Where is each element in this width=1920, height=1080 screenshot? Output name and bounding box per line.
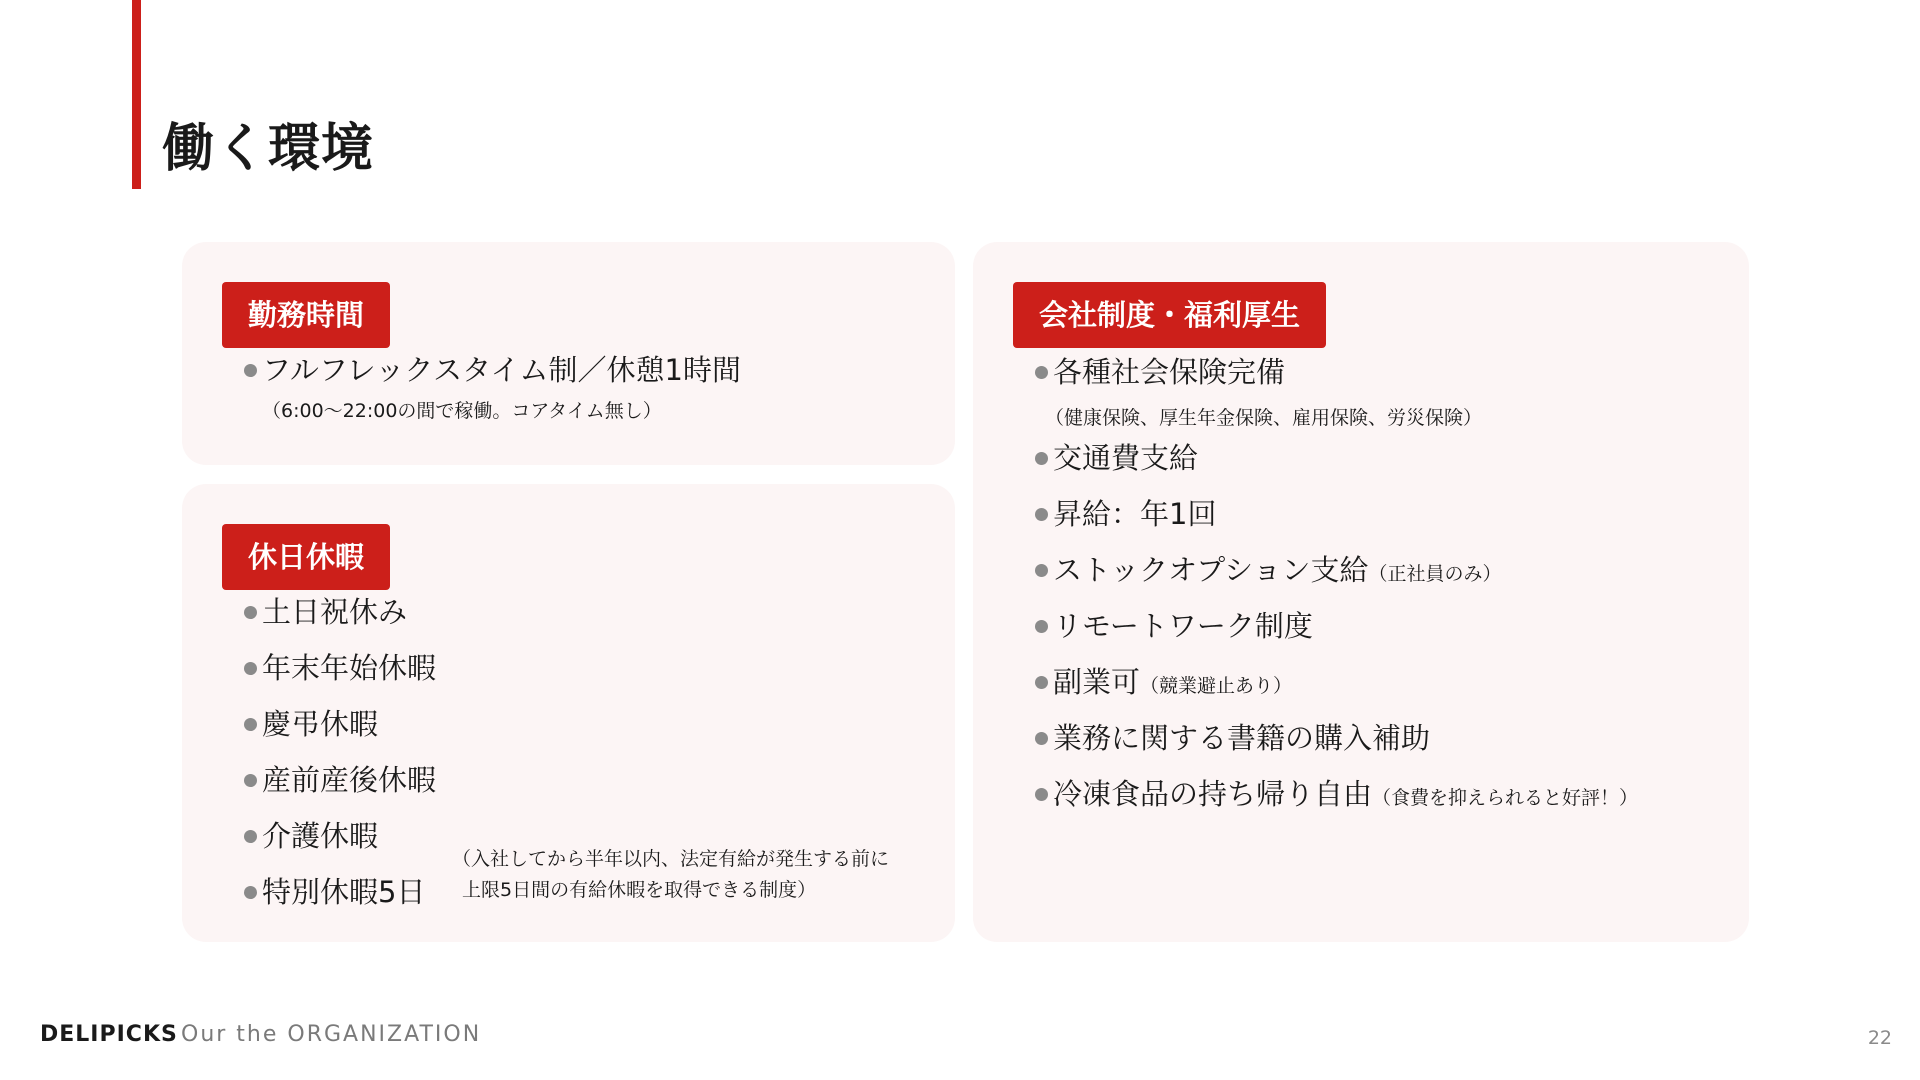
list-item-text: 特別休暇5日 <box>262 875 426 909</box>
list-item <box>1035 608 1313 644</box>
list-item-text: 各種社会保険完備 <box>1053 355 1286 389</box>
bullet-icon <box>244 662 257 675</box>
bullet-icon <box>1035 564 1048 577</box>
list-item-note: （正社員のみ） <box>1368 563 1502 585</box>
bullet-icon <box>1035 508 1048 521</box>
list-item-text: 年末年始休暇 <box>262 651 437 685</box>
list-item <box>1035 720 1430 756</box>
list-item <box>244 762 436 798</box>
list-item <box>244 594 407 630</box>
list-item <box>1035 354 1285 390</box>
page-number: 22 <box>1867 1027 1892 1049</box>
list-item-text: ストックオプション支給 <box>1053 553 1369 587</box>
work-hours-note: （6:00〜22:00の間で稼働。コアタイム無し） <box>262 400 662 422</box>
footer-brand-logo: DELIPICKS <box>40 1022 178 1047</box>
list-item-note: （競業避止あり） <box>1140 675 1293 697</box>
bullet-icon <box>1035 788 1048 801</box>
bullet-icon <box>1035 732 1048 745</box>
holidays-card <box>182 484 955 942</box>
title-accent-bar <box>132 0 141 189</box>
page-title: 働く環境 <box>162 119 375 179</box>
holidays-heading: 休日休暇 <box>222 524 390 590</box>
bullet-icon <box>244 364 257 377</box>
list-item-text: フルフレックスタイム制／休憩1時間 <box>262 353 741 387</box>
list-item <box>1035 440 1198 476</box>
list-item <box>244 352 741 388</box>
list-item <box>244 706 378 742</box>
list-item <box>244 650 436 686</box>
bullet-icon <box>244 606 257 619</box>
list-item <box>1035 496 1216 532</box>
insurance-note: （健康保険、厚生年金保険、雇用保険、労災保険） <box>1045 407 1483 429</box>
list-item-text: 副業可 <box>1053 665 1141 699</box>
work-hours-card <box>182 242 955 465</box>
list-item-text: 昇給：年1回 <box>1053 497 1217 531</box>
list-item-text: 慶弔休暇 <box>262 707 379 741</box>
benefits-card <box>973 242 1749 942</box>
special-leave-note-line1: （入社してから半年以内、法定有給が発生する前に <box>452 848 890 870</box>
list-item-text: 土日祝休み <box>262 595 408 629</box>
bullet-icon <box>1035 452 1048 465</box>
bullet-icon <box>244 830 257 843</box>
list-item <box>1035 664 1292 704</box>
special-leave-note-line2: 上限5日間の有給休暇を取得できる制度） <box>462 879 817 901</box>
footer-tagline: Our the ORGANIZATION <box>181 1022 482 1047</box>
bullet-icon <box>244 718 257 731</box>
bullet-icon <box>1035 676 1048 689</box>
list-item-text: 産前産後休暇 <box>262 763 437 797</box>
bullet-icon <box>1035 620 1048 633</box>
list-item-text: 業務に関する書籍の購入補助 <box>1053 721 1431 755</box>
work-hours-heading: 勤務時間 <box>222 282 390 348</box>
list-item <box>244 874 425 910</box>
list-item-note: （食費を抑えられると好評！） <box>1372 787 1639 809</box>
list-item-text: 交通費支給 <box>1053 441 1199 475</box>
list-item <box>244 818 378 854</box>
list-item <box>1035 552 1502 592</box>
benefits-heading: 会社制度・福利厚生 <box>1013 282 1326 348</box>
list-item-text: 介護休暇 <box>262 819 379 853</box>
list-item-text: リモートワーク制度 <box>1053 609 1313 643</box>
list-item <box>1035 776 1638 816</box>
list-item-text: 冷凍食品の持ち帰り自由 <box>1053 777 1373 811</box>
bullet-icon <box>244 774 257 787</box>
bullet-icon <box>1035 366 1048 379</box>
bullet-icon <box>244 886 257 899</box>
